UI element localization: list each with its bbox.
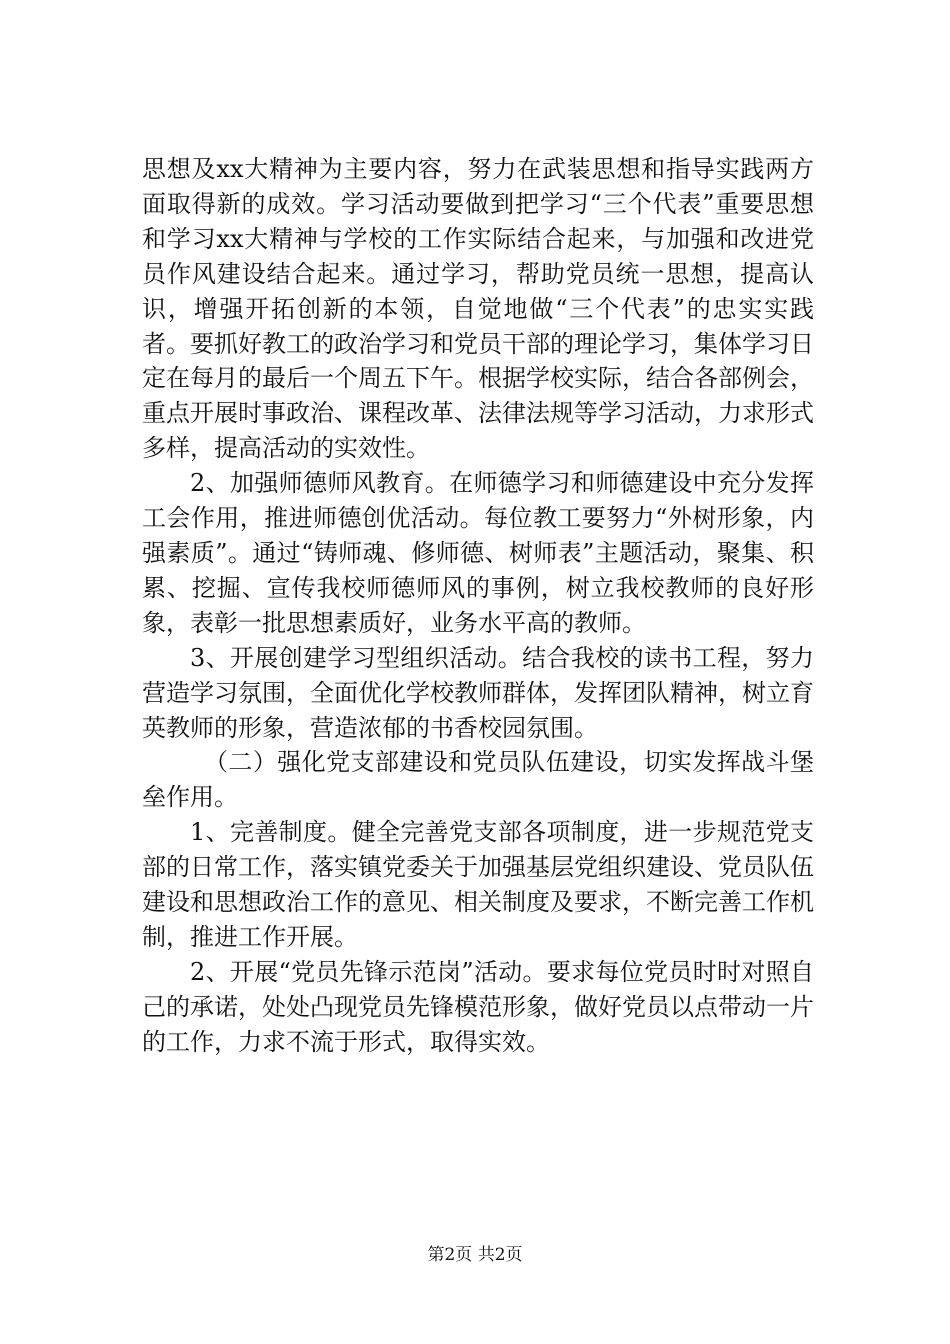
paragraph-teacher-ethics: 2、加强师德师风教育。在师德学习和师德建设中充分发挥工会作用，推进师德创优活动。每位教工要努力“外树形象，内强素质”。通过“铸师魂、修师德、树师表”主题活动，聚集、积累、挖掘、宣传我校师德师风的事例，树立我校教师的良好形象，表彰一批思想素质好，业务水平高的教师。 xyxy=(142,469,814,637)
document-body xyxy=(142,152,814,1060)
page-number-footer: 第2页 共2页 xyxy=(427,1245,523,1265)
paragraph-study-content: 思想及xx大精神为主要内容，努力在武装思想和指导实践两方面取得新的成效。学习活动要做到把学习“三个代表”重要思想和学习xx大精神与学校的工作实际结合起来，与加强和改进党员作风建设结合起来。通过学习，帮助党员统一思想，提高认识，增强开拓创新的本领，自觉地做“三个代表”的忠实实践者。要抓好教工的政治学习和党员干部的理论学习，集体学习日定在每月的最后一个周五下午。根据学校实际，结合各部例会，重点开展时事政治、课程改革、法律法规等学习活动，力求形式多样，提高活动的实效性。 xyxy=(142,155,814,463)
paragraph-improve-system: 1、完善制度。健全完善党支部各项制度，进一步规范党支部的日常工作，落实镇党委关于加强基层党组织建设、党员队伍建设和思想政治工作的意见、相关制度及要求，不断完善工作机制，推进工作开展。 xyxy=(142,818,814,951)
section-heading-party-branch: （二）强化党支部建设和党员队伍建设，切实发挥战斗堡垒作用。 xyxy=(142,748,814,812)
paragraph-vanguard-post: 2、开展“党员先锋示范岗”活动。要求每位党员时时对照自己的承诺，处处凸现党员先锋模范形象，做好党员以点带动一片的工作，力求不流于形式，取得实效。 xyxy=(142,957,814,1056)
paragraph-learning-organization: 3、开展创建学习型组织活动。结合我校的读书工程，努力营造学习氛围，全面优化学校教师群体，发挥团队精神，树立育英教师的形象，营造浓郁的书香校园氛围。 xyxy=(142,643,814,742)
